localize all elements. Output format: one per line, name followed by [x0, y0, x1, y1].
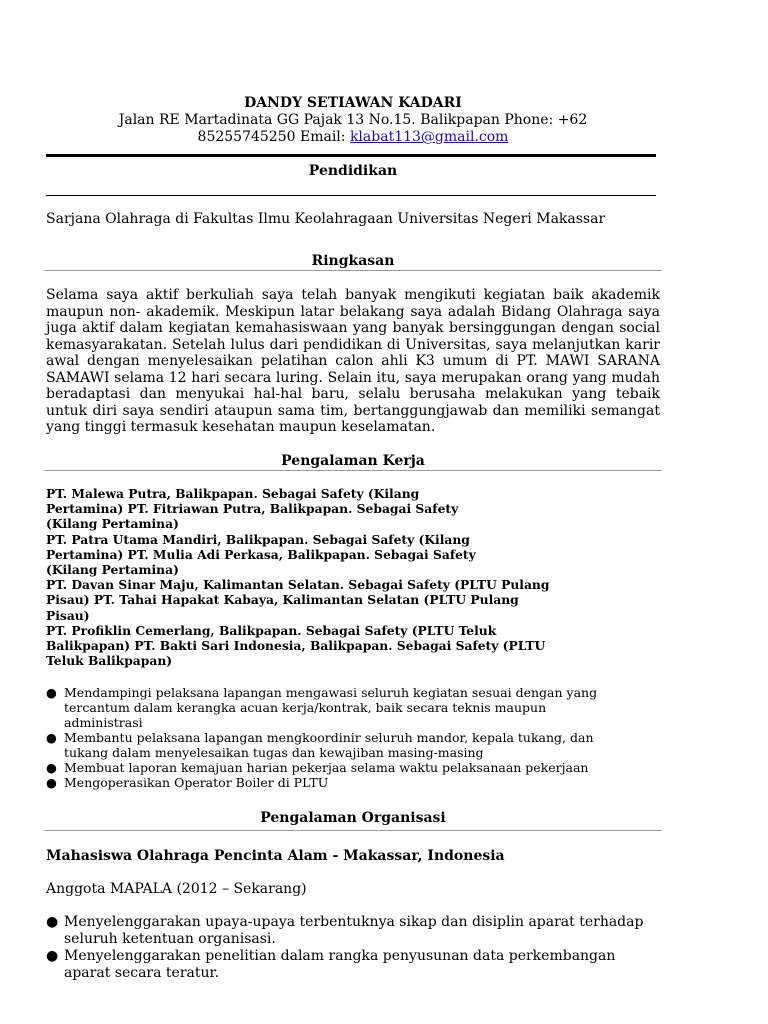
work-line: Pisau) PT. Tahai Hapakat Kabaya, Kalimantan Selatan (PLTU Pulang — [46, 592, 519, 608]
bullet-icon: ● — [46, 760, 57, 775]
summary-divider — [44, 270, 662, 271]
list-item — [46, 760, 626, 775]
section-title-education: Pendidikan — [308, 163, 398, 179]
work-list — [46, 486, 586, 668]
education-divider — [46, 195, 656, 196]
phone-email-label: 85255745250 Email: — [197, 129, 350, 145]
organization-duties-list — [46, 914, 646, 982]
list-item — [46, 914, 646, 948]
work-line: (Kilang Pertamina) — [46, 562, 179, 578]
duty-text: Menyelenggarakan upaya-upaya terbentuknya sikap dan disiplin aparat terhadap seluruh ketentuan organisasi. — [64, 914, 644, 947]
email-link[interactable]: klabat113@gmail.com — [349, 129, 509, 145]
work-line: Pisau) — [46, 607, 90, 623]
contact-header — [46, 95, 660, 146]
section-title-work: Pengalaman Kerja — [281, 453, 425, 469]
work-line: Pertamina) PT. Mulia Adi Perkasa, Balikpapan. Sebagai Safety — [46, 546, 476, 562]
work-line: Teluk Balikpapan) — [46, 653, 173, 669]
organization-divider — [44, 830, 662, 831]
bullet-icon: ● — [46, 948, 59, 964]
work-divider — [44, 470, 662, 471]
work-line: PT. Davan Sinar Maju, Kalimantan Selatan. Sebagai Safety (PLTU Pulang — [46, 577, 550, 593]
contact-line-1: Jalan RE Martadinata GG Pajak 13 No.15. Balikpapan Phone: +62 — [118, 112, 588, 128]
work-duties-list — [46, 685, 626, 790]
work-line: PT. Malewa Putra, Balikpapan. Sebagai Safety (Kilang — [46, 486, 420, 501]
section-title-organization: Pengalaman Organisasi — [260, 810, 446, 826]
duty-text: Membantu pelaksana lapangan mengkoordinir seluruh mandor, kepala tukang, dan tukang dalam menyelesaikan tugas dan kewajiban masing-masing — [64, 730, 594, 760]
organization-role: Anggota MAPALA (2012 – Sekarang) — [46, 881, 307, 897]
education-text: Sarjana Olahraga di Fakultas Ilmu Keolahragaan Universitas Negeri Makassar — [46, 211, 606, 227]
contact-line-2 — [46, 129, 660, 146]
list-item — [46, 685, 626, 730]
work-line: Balikpapan) PT. Bakti Sari Indonesia, Balikpapan. Sebagai Safety (PLTU — [46, 638, 546, 654]
summary-paragraph: Selama saya aktif berkuliah saya telah banyak mengikuti kegiatan baik akademik maupun non- akademik. Meskipun latar belakang saya adalah Bidang Olahraga saya juga aktif dalam kegiatan kemahasiswaan yang banyak bersinggungan dengan social kemasyarakatan. Setelah lulus dari pendidikan di Universitas, saya melanjutkan karir awal dengan menyelesaikan pelatihan calon ahli K3 umum di PT. MAWI SARANA SAMAWI selama 12 hari secara luring. Selain itu, saya merupakan orang yang mudah beradaptasi dan menyukai hal-hal baru, selalu berusaha melakukan yang tebaik untuk diri saya sendiri ataupun sama tim, bertanggungjawab dan memiliki semangat yang tinggi termasuk kesehatan maupun keselamatan. — [46, 287, 660, 435]
duty-text: Mengoperasikan Operator Boiler di PLTU — [64, 775, 329, 790]
work-line: PT. Patra Utama Mandiri, Balikpapan. Sebagai Safety (Kilang — [46, 531, 470, 547]
bullet-icon: ● — [46, 775, 57, 790]
applicant-name: DANDY SETIAWAN KADARI — [244, 95, 462, 111]
organization-heading: Mahasiswa Olahraga Pencinta Alam - Makassar, Indonesia — [46, 848, 505, 864]
bullet-icon: ● — [46, 914, 59, 930]
work-line: (Kilang Pertamina) — [46, 516, 179, 532]
list-item — [46, 730, 626, 760]
section-title-summary: Ringkasan — [311, 253, 395, 269]
duty-text: Mendampingi pelaksana lapangan mengawasi seluruh kegiatan sesuai dengan yang tercantum dalam kerangka acuan kerja/kontrak, baik secara teknis maupun administrasi — [64, 685, 598, 730]
header-divider — [46, 154, 656, 157]
bullet-icon: ● — [46, 730, 57, 745]
work-line: Pertamina) PT. Fitriawan Putra, Balikpapan. Sebagai Safety — [46, 501, 459, 517]
duty-text: Membuat laporan kemajuan harian pekerjaa selama waktu pelaksanaan pekerjaan — [64, 760, 589, 775]
list-item — [46, 948, 646, 982]
duty-text: Menyelenggarakan penelitian dalam rangka penyusunan data perkembangan aparat secara teratur. — [64, 948, 616, 981]
list-item — [46, 775, 626, 790]
bullet-icon: ● — [46, 685, 57, 700]
work-line: PT. Profiklin Cemerlang, Balikpapan. Sebagai Safety (PLTU Teluk — [46, 622, 497, 638]
